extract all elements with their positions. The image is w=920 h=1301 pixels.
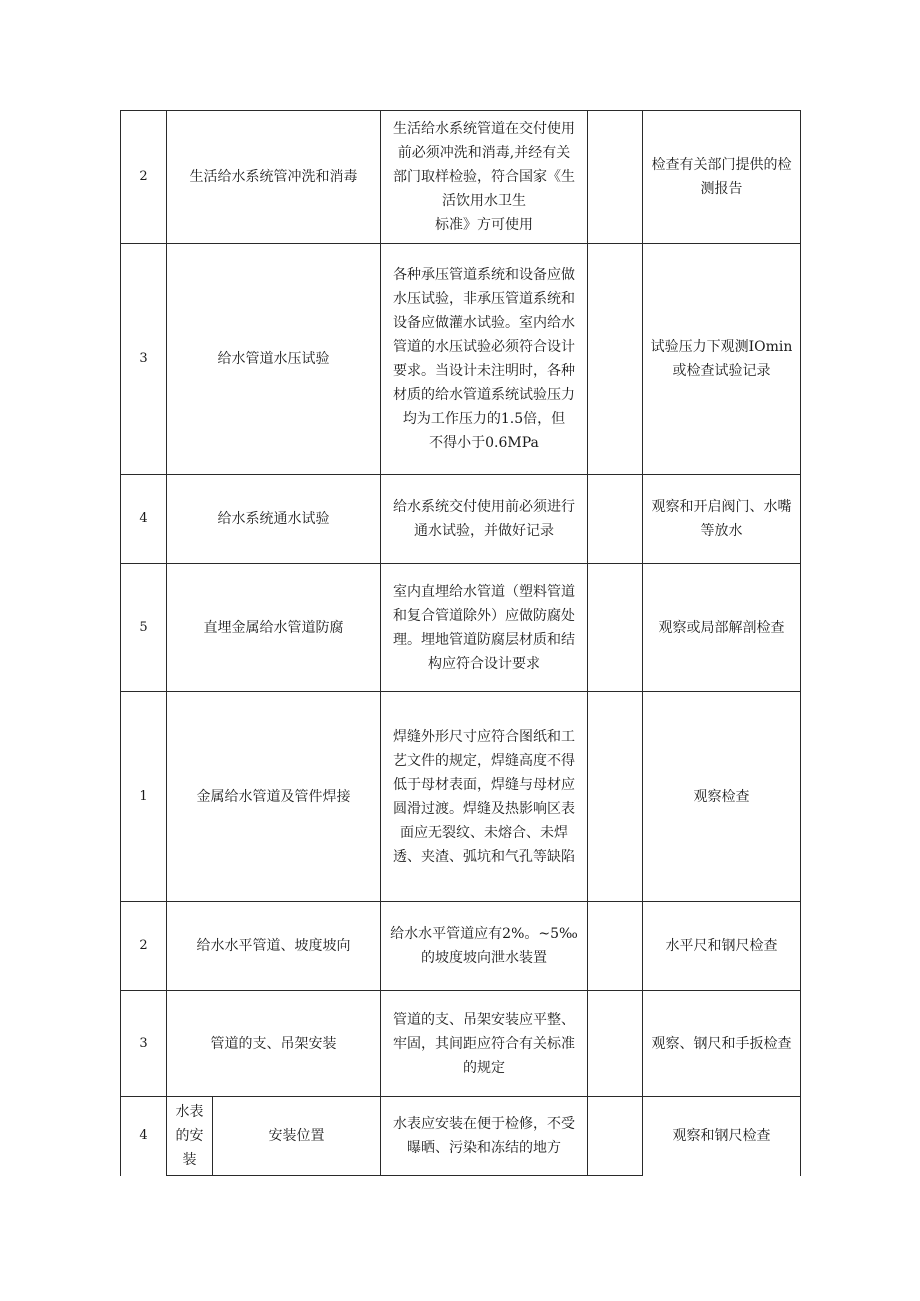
check-item — [167, 991, 380, 1096]
group-label — [167, 1097, 212, 1175]
inspection-method-line: 检查有关部门提供的检 — [651, 157, 792, 173]
group-label-line: 装 — [182, 1152, 197, 1168]
row-number-line: 5 — [139, 619, 148, 635]
quality-requirement-line: 焊缝外形尺寸应符合图纸和工 — [393, 728, 575, 745]
row-number — [121, 111, 166, 243]
inspection-method — [643, 902, 800, 990]
quality-requirement-line: 水表应安装在便于检修，不受 — [393, 1116, 575, 1132]
group-label-line: 水表 — [175, 1104, 204, 1120]
check-item-line: 安装位置 — [268, 1128, 325, 1144]
quality-requirement-line: 室内直埋给水管道（塑料管道 — [393, 583, 575, 600]
quality-requirement — [381, 564, 587, 691]
quality-requirement-line: 标准》方可使用 — [435, 217, 533, 233]
quality-requirement-line: 低于母材表面，焊缝与母材应 — [393, 776, 575, 793]
check-item — [167, 692, 380, 901]
inspection-method — [643, 111, 800, 243]
quality-requirement-line: 各种承压管道系统和设备应做 — [393, 267, 575, 283]
table-rule — [166, 1175, 643, 1176]
row-number — [121, 564, 166, 691]
row-number-line: 4 — [139, 1128, 148, 1143]
quality-requirement-line: 均为工作压力的1.5倍，但 — [402, 411, 566, 427]
inspection-method — [643, 475, 800, 563]
inspection-method-line: 观察和钢尺检查 — [672, 1128, 771, 1144]
quality-requirement-line: 管道的支、吊架安装应平整、 — [393, 1011, 575, 1028]
row-number-line: 3 — [139, 1035, 148, 1051]
check-item-line: 给水水平管道、坡度坡向 — [196, 938, 351, 954]
inspection-method-line: 观察和开启阀门、水嘴 — [651, 499, 792, 515]
row-number — [121, 692, 166, 901]
quality-requirement-line: 面应无裂纹、未熔合、未焊 — [400, 824, 568, 841]
check-item-line: 给水系统通水试验 — [217, 511, 330, 527]
check-item — [167, 244, 380, 474]
check-item-line: 给水管道水压试验 — [217, 351, 330, 367]
group-label-line: 的安 — [175, 1128, 204, 1144]
inspection-method-line: 观察、钢尺和手扳检查 — [651, 1035, 792, 1052]
row-number-line: 2 — [139, 169, 148, 184]
quality-requirement — [381, 692, 587, 901]
quality-requirement-line: 通水试验，并做好记录 — [414, 523, 554, 539]
inspection-method — [643, 991, 800, 1096]
row-number — [121, 1097, 166, 1175]
quality-requirement — [381, 902, 587, 990]
quality-requirement-line: 给水水平管道应有2%。~5‰ — [390, 926, 578, 942]
quality-requirement-line: 圆滑过渡。焊缝及热影响区表 — [393, 800, 575, 817]
inspection-method-line: 或检查试验记录 — [672, 363, 771, 379]
inspection-method — [643, 564, 800, 691]
quality-requirement-line: 设备应做灌水试验。室内给水 — [393, 315, 575, 331]
quality-requirement — [381, 244, 587, 474]
check-item — [167, 475, 380, 563]
check-item-line: 管道的支、吊架安装 — [210, 1035, 337, 1052]
row-number — [121, 991, 166, 1096]
inspection-method-line: 等放水 — [700, 523, 743, 539]
row-number-line: 3 — [139, 351, 148, 366]
quality-requirement — [381, 111, 587, 243]
row-number — [121, 244, 166, 474]
quality-requirement — [381, 475, 587, 563]
table-rule — [800, 110, 801, 1176]
quality-requirement-line: 给水系统交付使用前必须进行 — [393, 499, 575, 515]
quality-requirement-line: 活饮用水卫生 — [442, 193, 526, 209]
quality-requirement-line: 的规定 — [463, 1059, 505, 1076]
table-rule — [587, 110, 588, 1176]
quality-requirement-line: 部门取样检验，符合国家《生 — [393, 169, 575, 185]
inspection-method-line: 试验压力下观测IOmin — [650, 339, 793, 355]
quality-requirement-line: 前必须冲洗和消毒,并经有关 — [397, 145, 571, 161]
quality-requirement-line: 和复合管道除外）应做防腐处 — [393, 607, 575, 624]
quality-requirement-line: 不得小于0.6MPa — [429, 435, 539, 451]
row-number — [121, 902, 166, 990]
quality-requirement-line: 要求。当设计未注明时，各种 — [393, 363, 575, 379]
quality-requirement — [381, 1097, 587, 1175]
quality-requirement — [381, 991, 587, 1096]
inspection-method — [643, 244, 800, 474]
inspection-method-line: 观察或局部解剖检查 — [658, 619, 785, 636]
inspection-method — [643, 1097, 800, 1175]
row-number-line: 1 — [139, 788, 148, 804]
quality-requirement-line: 生活给水系统管道在交付使用 — [393, 121, 575, 137]
inspection-method-line: 测报告 — [700, 181, 743, 197]
check-item — [167, 111, 380, 243]
inspection-method — [643, 692, 800, 901]
quality-requirement-line: 构应符合设计要求 — [428, 655, 540, 672]
quality-requirement-line: 透、夹渣、弧坑和气孔等缺陷 — [393, 848, 575, 865]
check-item — [213, 1097, 380, 1175]
quality-requirement-line: 管道的水压试验必须符合设计 — [393, 339, 575, 355]
row-number-line: 2 — [139, 938, 148, 953]
check-item — [167, 902, 380, 990]
inspection-method-line: 水平尺和钢尺检查 — [665, 938, 778, 954]
inspection-method-line: 观察检查 — [693, 788, 750, 805]
quality-requirement-line: 理。埋地管道防腐层材质和结 — [393, 631, 575, 648]
check-item-line: 金属给水管道及管件焊接 — [196, 788, 351, 805]
quality-requirement-line: 艺文件的规定，焊缝高度不得 — [393, 752, 575, 769]
quality-requirement-line: 材质的给水管道系统试验压力 — [393, 387, 575, 403]
quality-requirement-line: 曝晒、污染和冻结的地方 — [407, 1140, 561, 1156]
quality-requirement-line: 水压试验，非承压管道系统和 — [393, 291, 575, 307]
quality-requirement-line: 牢固，其间距应符合有关标准 — [393, 1035, 575, 1052]
row-number-line: 4 — [139, 511, 148, 526]
quality-requirement-line: 的坡度坡向泄水装置 — [421, 950, 547, 966]
check-item-line: 生活给水系统管冲洗和消毒 — [189, 169, 358, 185]
check-item — [167, 564, 380, 691]
row-number — [121, 475, 166, 563]
check-item-line: 直埋金属给水管道防腐 — [203, 619, 344, 636]
